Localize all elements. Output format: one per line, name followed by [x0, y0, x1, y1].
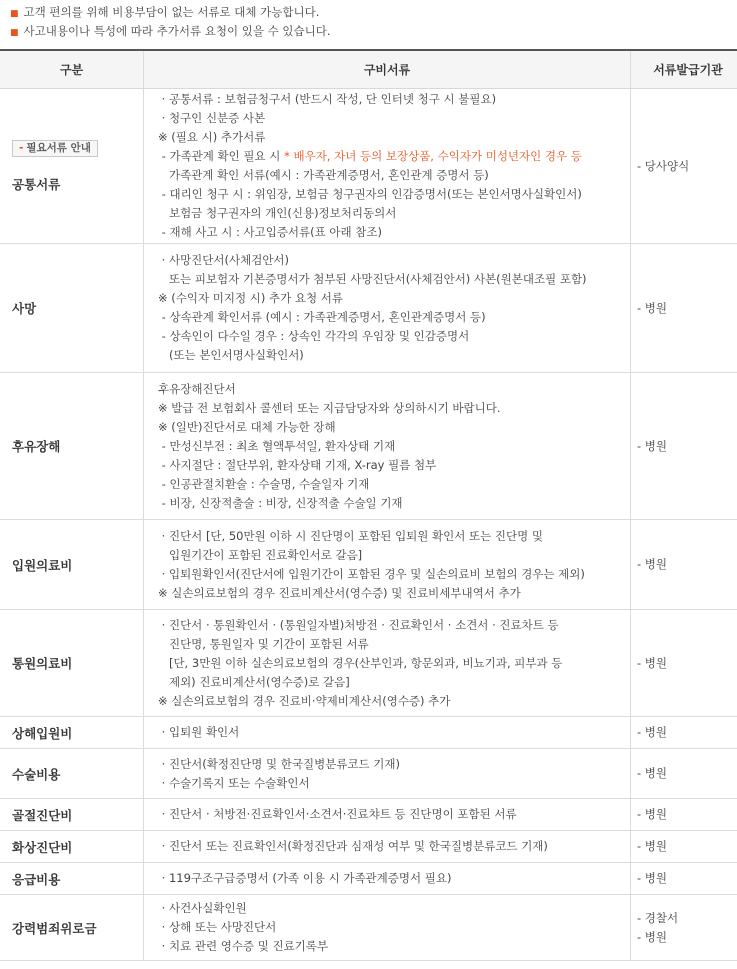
issuer-label: - 병원	[637, 929, 668, 944]
notice-item: ■ 사고내용이나 특성에 따라 추가서류 요청이 있을 수 있습니다.	[10, 24, 331, 38]
bullet-icon: ■	[10, 9, 19, 19]
row-issuer	[631, 749, 737, 799]
highlight-note: * 배우자, 자녀 등의 보장상품, 수익자가 미성년자인 경우 등	[284, 149, 582, 163]
required-documents-table	[0, 49, 737, 961]
document-text: · 공통서류 : 보험금청구서 (반드시 작성, 단 인터넷 청구 시 불필요)	[158, 92, 497, 106]
row-documents	[144, 799, 631, 831]
row-documents	[144, 749, 631, 799]
document-text: - 대리인 청구 시 : 위임장, 보험금 청구권자의 인감증명서(또는 본인서명사실확인서)	[158, 187, 582, 201]
row-documents	[144, 717, 631, 749]
document-text: · 119구조구급증명서 (가족 이용 시 가족관계증명서 필요)	[158, 871, 452, 885]
document-text: · 입퇴원확인서(진단서에 입원기간이 포함된 경우 및 실손의료비 보험의 경우는 제외)	[158, 566, 585, 581]
document-text: · 수술기록지 또는 수술확인서	[158, 775, 310, 790]
row-issuer	[631, 863, 737, 895]
document-line	[158, 185, 630, 204]
table-row	[0, 895, 737, 961]
document-text: 제외) 진료비계산서(영수증)로 갈음]	[158, 674, 350, 689]
document-line	[158, 109, 630, 128]
table-row	[0, 520, 737, 610]
document-line	[158, 90, 630, 109]
document-line	[158, 223, 630, 242]
table-row	[0, 799, 737, 831]
header-category: 구분	[0, 50, 144, 89]
document-line	[158, 346, 630, 365]
document-line	[158, 899, 630, 918]
document-text: - 인공관절치환술 : 수술명, 수술일자 기재	[158, 476, 370, 491]
category-label: 화상진단비	[12, 839, 73, 855]
row-issuer	[631, 373, 737, 520]
document-line	[158, 692, 630, 711]
row-documents	[144, 895, 631, 961]
row-issuer	[631, 717, 737, 749]
row-documents	[144, 89, 631, 244]
document-text: [단, 3만원 이하 실손의료보험의 경우(산부인과, 항문외과, 비뇨기과, 피부과 등	[158, 655, 563, 670]
document-text: · 진단서 [단, 50만원 이하 시 진단명이 포함된 입퇴원 확인서 또는 진단명 및	[158, 528, 544, 543]
row-issuer	[631, 895, 737, 961]
document-line	[158, 654, 630, 673]
document-line	[158, 251, 630, 270]
row-issuer	[631, 89, 737, 244]
document-line	[158, 869, 630, 888]
table-row	[0, 717, 737, 749]
category-label: 응급비용	[12, 871, 61, 887]
document-line	[158, 918, 630, 937]
document-line	[158, 204, 630, 223]
category-label: 공통서류	[12, 177, 61, 192]
document-text: · 진단서(확정진단명 및 한국질병분류코드 기재)	[158, 756, 400, 771]
document-line	[158, 527, 630, 546]
document-line	[158, 673, 630, 692]
document-line	[158, 475, 630, 494]
document-text: ※ (수익자 미지정 시) 추가 요청 서류	[158, 291, 343, 305]
document-line	[158, 380, 630, 399]
required-docs-badge[interactable]	[12, 140, 98, 157]
document-line	[158, 166, 630, 185]
document-text: 보험금 청구권자의 개인(신용)정보처리동의서	[158, 206, 397, 220]
row-category	[0, 799, 144, 831]
document-line	[158, 418, 630, 437]
row-documents	[144, 863, 631, 895]
issuer-label: - 병원	[637, 839, 668, 853]
row-category	[0, 610, 144, 717]
issuer-label: - 병원	[637, 871, 668, 885]
table-row	[0, 831, 737, 863]
row-category	[0, 520, 144, 610]
row-documents	[144, 373, 631, 520]
document-line	[158, 147, 630, 166]
category-label: 후유장해	[12, 439, 61, 454]
document-text: ※ (일반)진단서로 대체 가능한 장해	[158, 419, 336, 434]
document-text: · 치료 관련 영수증 및 진료기록부	[158, 939, 329, 953]
document-line	[158, 755, 630, 774]
category-label: 입원의료비	[12, 557, 73, 573]
row-category	[0, 895, 144, 961]
table-row	[0, 610, 737, 717]
document-text: 또는 피보험자 기본증명서가 첨부된 사망진단서(사체검안서) 사본(원본대조필 포함)	[158, 272, 587, 286]
badge-mark: -	[19, 142, 24, 154]
table-row	[0, 89, 737, 244]
category-label: 수술비용	[12, 766, 61, 782]
document-line	[158, 128, 630, 147]
issuer-label: - 병원	[637, 557, 668, 571]
notice-list	[0, 0, 737, 41]
issuer-label: - 병원	[637, 655, 668, 670]
document-line	[158, 805, 630, 824]
row-category	[0, 89, 144, 244]
issuer-label: - 병원	[637, 725, 668, 739]
issuer-label: - 당사양식	[637, 158, 690, 173]
document-line	[158, 546, 630, 565]
row-documents	[144, 520, 631, 610]
table-row	[0, 863, 737, 895]
document-text: ※ 실손의료보험의 경우 진료비·약제비계산서(영수증) 추가	[158, 693, 451, 708]
row-documents	[144, 831, 631, 863]
issuer-label: - 병원	[637, 438, 668, 453]
category-label: 골절진단비	[12, 807, 73, 823]
document-text: - 가족관계 확인 필요 시	[158, 149, 285, 163]
document-text: 후유장해진단서	[158, 381, 236, 396]
document-line	[158, 774, 630, 793]
row-category	[0, 831, 144, 863]
issuer-label: - 병원	[637, 300, 668, 315]
category-label: 사망	[12, 301, 37, 316]
document-text: - 사지절단 : 절단부위, 환자상태 기재, X-ray 필름 첨부	[158, 457, 437, 472]
row-issuer	[631, 244, 737, 373]
document-text: · 진단서 · 통원확인서 · (통원일자별)처방전 · 진료확인서 · 소견서 · 진료차트 등	[158, 617, 559, 632]
document-text: - 상속인이 다수일 경우 : 상속인 각각의 우임장 및 인감증명서	[158, 329, 470, 343]
document-text: · 상해 또는 사망진단서	[158, 920, 277, 934]
document-text: · 사망진단서(사체검안서)	[158, 253, 290, 267]
issuer-label: - 병원	[637, 807, 668, 821]
document-line	[158, 327, 630, 346]
document-text: - 재해 사고 시 : 사고입증서류(표 아래 참조)	[158, 225, 382, 239]
document-text: ※ (필요 시) 추가서류	[158, 130, 266, 144]
document-line	[158, 565, 630, 584]
document-line	[158, 437, 630, 456]
document-line	[158, 289, 630, 308]
document-text: 진단명, 통원일자 및 기간이 포함된 서류	[158, 636, 369, 651]
document-text: ※ 발급 전 보험회사 콜센터 또는 지급담당자와 상의하시기 바랍니다.	[158, 400, 501, 415]
document-line	[158, 635, 630, 654]
row-category	[0, 244, 144, 373]
document-line	[158, 494, 630, 513]
table-row	[0, 244, 737, 373]
notice-item: ■ 고객 편의를 위해 비용부담이 없는 서류로 대체 가능합니다.	[10, 5, 320, 19]
document-text: · 진단서 또는 진료확인서(확정진단과 심재성 여부 및 한국질병분류코드 기재)	[158, 839, 548, 853]
row-documents	[144, 610, 631, 717]
badge-label: 필요서류 안내	[26, 142, 91, 154]
header-issuer: 서류발급기관	[631, 50, 737, 89]
header-documents: 구비서류	[144, 50, 631, 89]
category-label: 상해입원비	[12, 725, 73, 741]
row-issuer	[631, 520, 737, 610]
document-line	[158, 723, 630, 742]
document-text: 입원기간이 포함된 진료확인서로 갈음]	[158, 547, 363, 562]
table-row	[0, 373, 737, 520]
issuer-label: - 병원	[637, 766, 668, 780]
document-line	[158, 456, 630, 475]
document-text: - 만성신부전 : 최초 혈액투석일, 환자상태 기재	[158, 438, 396, 453]
document-line	[158, 937, 630, 956]
row-issuer	[631, 831, 737, 863]
document-text: · 청구인 신분증 사본	[158, 111, 266, 125]
document-text: - 상속관계 확인서류 (예시 : 가족관계증명서, 혼인관계증명서 등)	[158, 310, 486, 324]
row-issuer	[631, 799, 737, 831]
document-line	[158, 584, 630, 603]
row-category	[0, 717, 144, 749]
table-header-row	[0, 50, 737, 89]
document-line	[158, 616, 630, 635]
document-line	[158, 308, 630, 327]
document-text: (또는 본인서명사실확인서)	[158, 348, 304, 362]
row-issuer	[631, 610, 737, 717]
category-label: 통원의료비	[12, 656, 73, 671]
document-text: · 입퇴원 확인서	[158, 725, 240, 739]
row-category	[0, 373, 144, 520]
bullet-icon: ■	[10, 28, 19, 38]
document-text: ※ 실손의료보험의 경우 진료비계산서(영수증) 및 진료비세부내역서 추가	[158, 585, 521, 600]
document-line	[158, 837, 630, 856]
document-text: · 진단서 · 처방전·진료확인서·소견서·진료챠트 등 진단명이 포함된 서류	[158, 807, 517, 821]
category-label: 강력범죄위로금	[12, 920, 97, 936]
table-row	[0, 749, 737, 799]
document-text: 가족관계 확인 서류(예시 : 가족관계증명서, 혼인관계 증명서 등)	[158, 168, 489, 182]
document-line	[158, 270, 630, 289]
row-documents	[144, 244, 631, 373]
row-category	[0, 749, 144, 799]
issuer-label: - 경찰서	[637, 910, 679, 925]
row-category	[0, 863, 144, 895]
document-line	[158, 399, 630, 418]
document-text: · 사건사실확인원	[158, 901, 247, 915]
document-text: - 비장, 신장적출술 : 비장, 신장적출 수술일 기재	[158, 495, 403, 510]
